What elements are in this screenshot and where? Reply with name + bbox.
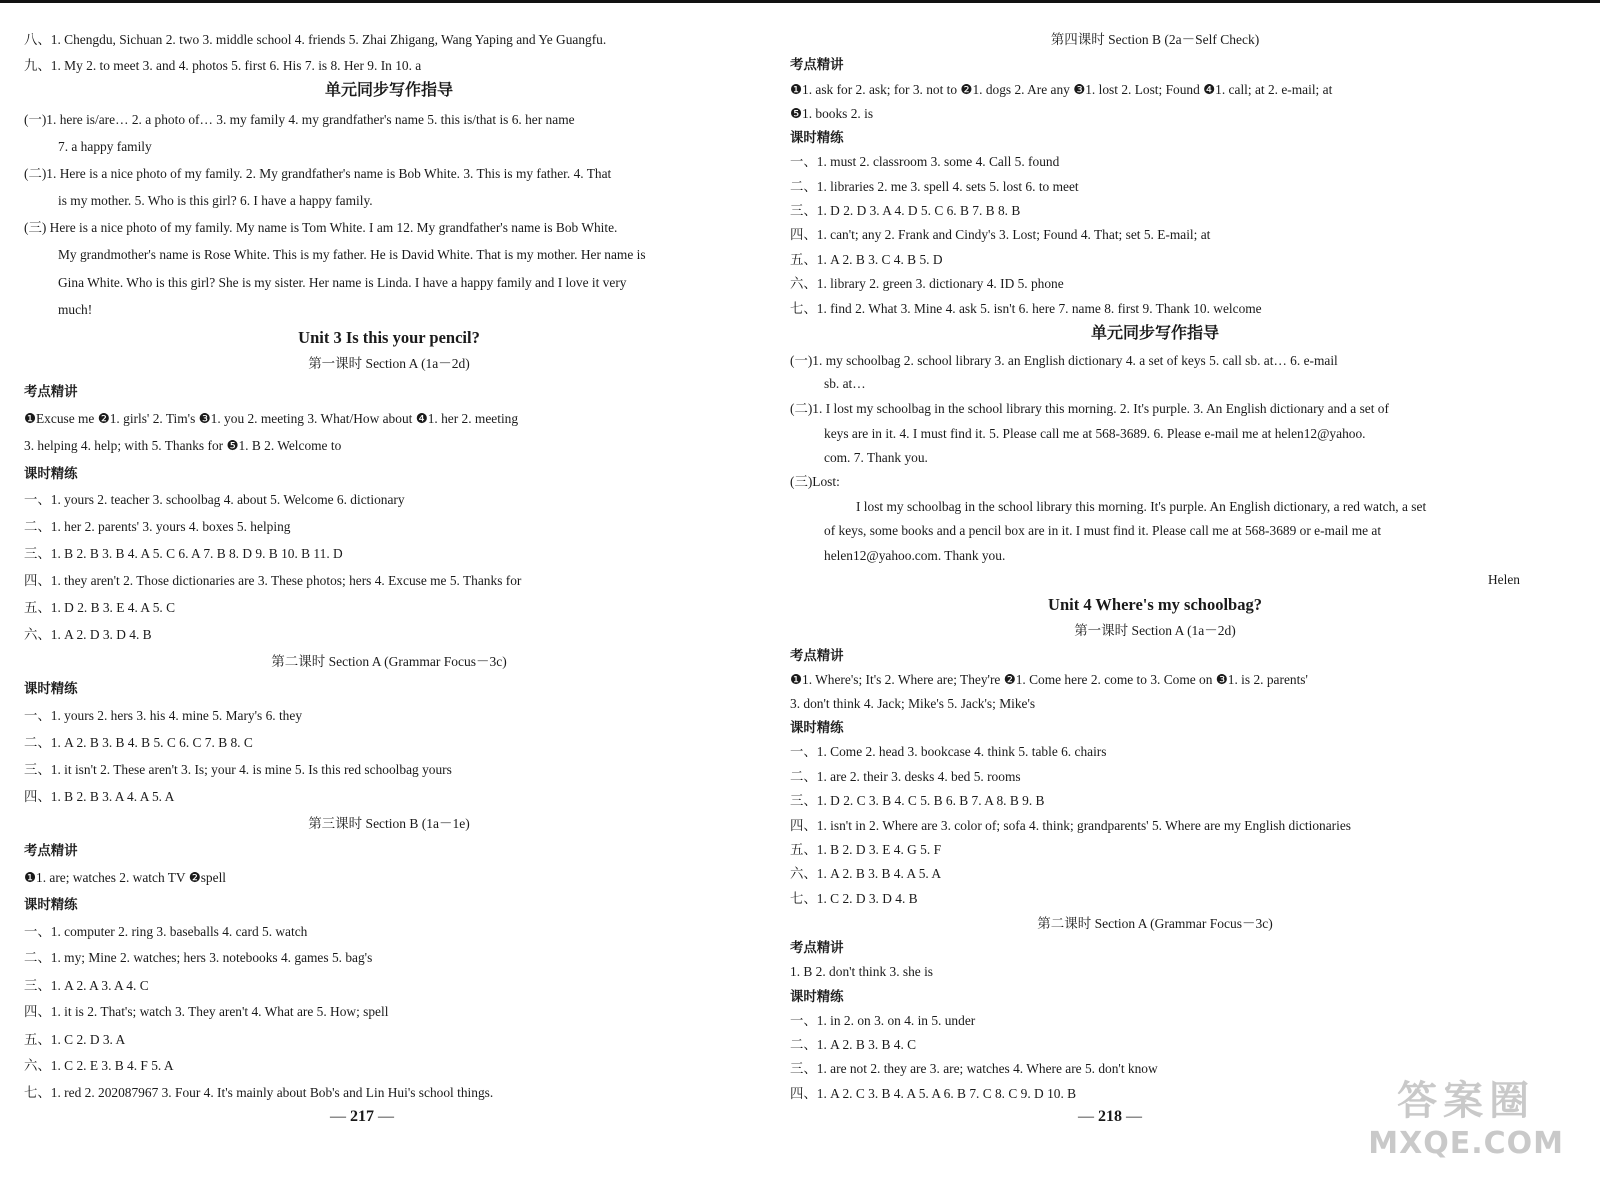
left-line: 单元同步写作指导 [324, 82, 453, 99]
right-line: 第一课时 Section A (1a－2d) [1074, 623, 1236, 638]
watermark-url: MXQE.COM [1368, 1126, 1564, 1161]
left-line: 五、1. C 2. D 3. A [24, 1032, 126, 1047]
left-line: 三、1. B 2. B 3. B 4. A 5. C 6. A 7. B 8. D 9. B 10. B 11. D [24, 546, 343, 561]
left-line: 7. a happy family [58, 139, 152, 154]
right-line: sb. at… [824, 376, 866, 391]
right-line: 四、1. isn't in 2. Where are 3. color of; sofa 4. think; grandparents' 5. Where are my English dictionaries [790, 818, 1352, 833]
left-line: 四、1. it is 2. That's; watch 3. They aren't 4. What are 5. How; spell [24, 1004, 389, 1019]
right-line: 七、1. C 2. D 3. D 4. B [790, 891, 918, 906]
right-line: 二、1. libraries 2. me 3. spell 4. sets 5. lost 6. to meet [790, 179, 1079, 194]
right-line: 六、1. A 2. B 3. B 4. A 5. A [790, 866, 942, 881]
left-line: 课时精练 [24, 466, 78, 481]
left-line: (二)1. Here is a nice photo of my family. 2. My grandfather's name is Bob White. 3. This is my father. 4. That [24, 166, 612, 181]
right-line: 考点精讲 [790, 648, 844, 663]
right-line: (一)1. my schoolbag 2. school library 3. an English dictionary 4. a set of keys 5. call sb. at… 6. e-mail [790, 353, 1338, 368]
left-line: 一、1. computer 2. ring 3. baseballs 4. card 5. watch [24, 924, 308, 939]
right-line: ❶1. Where's; It's 2. Where are; They're ❷1. Come here 2. come to 3. Come on ❸1. is 2. parents' [790, 672, 1308, 687]
left-line: 第一课时 Section A (1a－2d) [308, 356, 470, 371]
right-line: of keys, some books and a pencil box are in it. I must find it. Please call me at 568-3689 or e-mail me at [824, 523, 1382, 538]
right-line: Helen [1488, 572, 1520, 587]
page-number-right-value: 218 [1098, 1108, 1122, 1125]
left-line: 六、1. A 2. D 3. D 4. B [24, 627, 152, 642]
right-line: 考点精讲 [790, 57, 844, 72]
page-number-left-value: 217 [350, 1108, 374, 1125]
left-line: Unit 3 Is this your pencil? [298, 328, 480, 347]
left-line: 九、1. My 2. to meet 3. and 4. photos 5. first 6. His 7. is 8. Her 9. In 10. a [24, 58, 422, 73]
right-line: 三、1. are not 2. they are 3. are; watches 4. Where are 5. don't know [790, 1061, 1158, 1076]
left-line: 四、1. B 2. B 3. A 4. A 5. A [24, 789, 175, 804]
left-line: 考点精讲 [24, 384, 78, 399]
right-line: com. 7. Thank you. [824, 450, 928, 465]
right-line: 六、1. library 2. green 3. dictionary 4. ID 5. phone [790, 276, 1064, 291]
right-line: I lost my schoolbag in the school library this morning. It's purple. An English dictionary, a red watch, a set [856, 499, 1427, 514]
watermark-text: 答案圈 [1397, 1078, 1536, 1124]
left-line: 二、1. A 2. B 3. B 4. B 5. C 6. C 7. B 8. C [24, 735, 253, 750]
left-line: 二、1. her 2. parents' 3. yours 4. boxes 5. helping [24, 519, 291, 534]
left-line: 第三课时 Section B (1a－1e) [308, 816, 470, 831]
left-line: 课时精练 [24, 681, 78, 696]
right-line: 一、1. in 2. on 3. on 4. in 5. under [790, 1013, 976, 1028]
left-line: 三、1. it isn't 2. These aren't 3. Is; your 4. is mine 5. Is this red schoolbag yours [24, 762, 452, 777]
right-line: 三、1. D 2. C 3. B 4. C 5. B 6. B 7. A 8. B 9. B [790, 793, 1045, 808]
left-line: is my mother. 5. Who is this girl? 6. I have a happy family. [58, 193, 373, 208]
left-line: ❶1. are; watches 2. watch TV ❷spell [24, 870, 227, 885]
left-line: 第二课时 Section A (Grammar Focus－3c) [271, 654, 507, 669]
left-line: 八、1. Chengdu, Sichuan 2. two 3. middle school 4. friends 5. Zhai Zhigang, Wang Yaping and Ye Guangfu. [24, 32, 607, 47]
right-line: 课时精练 [790, 989, 844, 1004]
right-line: 考点精讲 [790, 940, 844, 955]
right-line: (二)1. I lost my schoolbag in the school library this morning. 2. It's purple. 3. An English dictionary and a set of [790, 401, 1389, 416]
left-line: 二、1. my; Mine 2. watches; hers 3. notebooks 4. games 5. bag's [24, 950, 373, 965]
right-line: 第二课时 Section A (Grammar Focus－3c) [1037, 916, 1273, 931]
right-line: 二、1. are 2. their 3. desks 4. bed 5. rooms [790, 769, 1021, 784]
right-line: Unit 4 Where's my schoolbag? [1048, 595, 1262, 614]
right-line: 1. B 2. don't think 3. she is [790, 964, 934, 979]
left-line: 3. helping 4. help; with 5. Thanks for ❺1. B 2. Welcome to [24, 438, 342, 453]
right-line: 五、1. B 2. D 3. E 4. G 5. F [790, 842, 942, 857]
left-line: (一)1. here is/are… 2. a photo of… 3. my family 4. my grandfather's name 5. this is/that is 6. her name [24, 112, 575, 127]
top-rule [0, 0, 1600, 3]
left-line: 五、1. D 2. B 3. E 4. A 5. C [24, 600, 176, 615]
left-line: 一、1. yours 2. teacher 3. schoolbag 4. about 5. Welcome 6. dictionary [24, 492, 405, 507]
left-line: 一、1. yours 2. hers 3. his 4. mine 5. Mary's 6. they [24, 708, 303, 723]
left-line: Gina White. Who is this girl? She is my sister. Her name is Linda. I have a happy family and I love it very [58, 275, 627, 290]
right-line: 三、1. D 2. D 3. A 4. D 5. C 6. B 7. B 8. B [790, 203, 1021, 218]
right-line: keys are in it. 4. I must find it. 5. Please call me at 568-3689. 6. Please e-mail me at helen12@yahoo. [824, 426, 1366, 441]
left-line: 课时精练 [24, 897, 78, 912]
left-line: (三) Here is a nice photo of my family. My name is Tom White. I am 12. My grandfather's name is Bob White. [24, 220, 618, 235]
right-line: 一、1. must 2. classroom 3. some 4. Call 5. found [790, 154, 1060, 169]
page-number-right: — 218 — [1078, 1108, 1142, 1125]
right-line: 课时精练 [790, 130, 844, 145]
right-line: 课时精练 [790, 720, 844, 735]
left-line: 考点精讲 [24, 843, 78, 858]
left-line: My grandmother's name is Rose White. This is my father. He is David White. That is my mother. Her name is [58, 247, 646, 262]
page-number-left: — 217 — [330, 1108, 394, 1125]
right-line: 七、1. find 2. What 3. Mine 4. ask 5. isn't 6. here 7. name 8. first 9. Thank 10. welcome [790, 301, 1262, 316]
right-line: 3. don't think 4. Jack; Mike's 5. Jack's; Mike's [790, 696, 1036, 711]
left-line: 七、1. red 2. 202087967 3. Four 4. It's mainly about Bob's and Lin Hui's school things. [24, 1085, 494, 1100]
left-line: much! [58, 302, 93, 317]
right-line: helen12@yahoo.com. Thank you. [824, 548, 1006, 563]
left-line: 三、1. A 2. A 3. A 4. C [24, 978, 149, 993]
right-line: 一、1. Come 2. head 3. bookcase 4. think 5. table 6. chairs [790, 744, 1107, 759]
right-line: 五、1. A 2. B 3. C 4. B 5. D [790, 252, 943, 267]
right-line: 第四课时 Section B (2a－Self Check) [1050, 32, 1260, 47]
right-line: (三)Lost: [790, 474, 840, 489]
right-line: 单元同步写作指导 [1090, 325, 1219, 342]
right-line: 四、1. A 2. C 3. B 4. A 5. A 6. B 7. C 8. C 9. D 10. B [790, 1086, 1077, 1101]
left-line: ❶Excuse me ❷1. girls' 2. Tim's ❸1. you 2. meeting 3. What/How about ❹1. her 2. meeting [24, 411, 519, 426]
right-line: 二、1. A 2. B 3. B 4. C [790, 1037, 917, 1052]
left-line: 六、1. C 2. E 3. B 4. F 5. A [24, 1058, 174, 1073]
right-line: 四、1. can't; any 2. Frank and Cindy's 3. Lost; Found 4. That; set 5. E-mail; at [790, 227, 1211, 242]
right-line: ❶1. ask for 2. ask; for 3. not to ❷1. dogs 2. Are any ❸1. lost 2. Lost; Found ❹1. call; at 2. e-mail; at [790, 82, 1333, 97]
watermark-logo [1368, 1069, 1564, 1161]
left-line: 四、1. they aren't 2. Those dictionaries are 3. These photos; hers 4. Excuse me 5. Thanks for [24, 573, 522, 588]
right-line: ❺1. books 2. is [790, 106, 874, 121]
